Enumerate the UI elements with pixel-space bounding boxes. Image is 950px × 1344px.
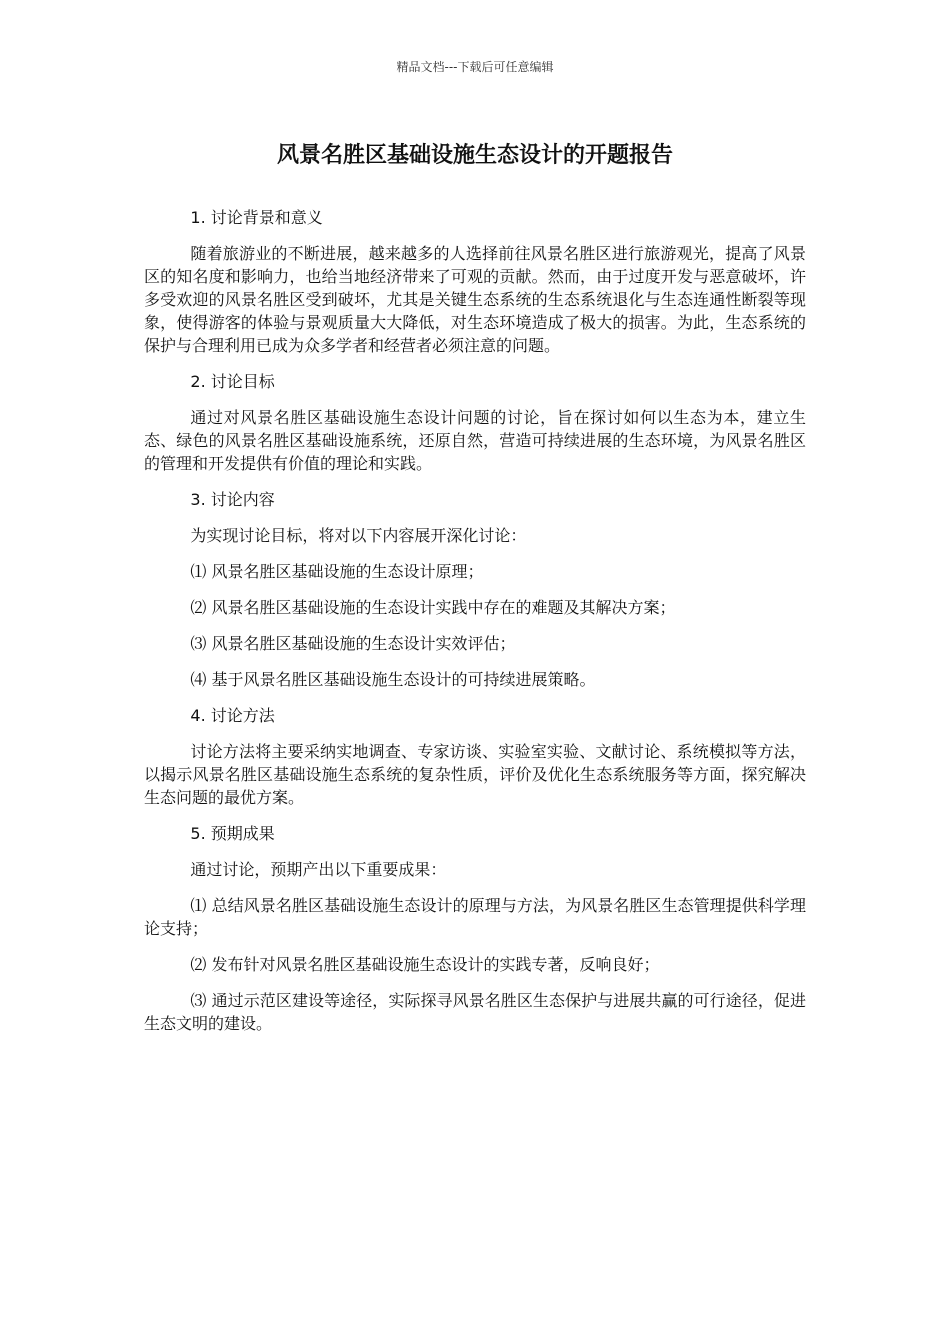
document-body (144, 206, 806, 1048)
paragraph-content-intro: 为实现讨论目标，将对以下内容展开深化讨论： (190, 526, 527, 545)
paragraph-results-intro: 通过讨论，预期产出以下重要成果： (190, 860, 447, 879)
paragraph-method: 讨论方法将主要采纳实地调查、专家访谈、实验室实验、文献讨论、系统模拟等方法，以揭示风景名胜区基础设施生态系统的复杂性质，评价及优化生态系统服务等方面，探究解决生态问题的最优方案。 (144, 742, 806, 807)
document-title: 风景名胜区基础设施生态设计的开题报告 (276, 143, 673, 168)
list-item: ⑴ 风景名胜区基础设施的生态设计原理； (190, 562, 484, 581)
section-heading-content: 3. 讨论内容 (190, 490, 275, 509)
paragraph-background: 随着旅游业的不断进展，越来越多的人选择前往风景名胜区进行旅游观光，提高了风景区的知名度和影响力，也给当地经济带来了可观的贡献。然而，由于过度开发与恶意破坏，许多受欢迎的风景名胜区受到破坏，尤其是关键生态系统的生态系统退化与生态连通性断裂等现象，使得游客的体验与景观质量大大降低，对生态环境造成了极大的损害。为此，生态系统的保护与合理利用已成为众多学者和经营者必须注意的问题。 (144, 244, 806, 355)
list-item: ⑵ 发布针对风景名胜区基础设施生态设计的实践专著，反响良好； (190, 955, 660, 974)
section-heading-background: 1. 讨论背景和意义 (190, 208, 323, 227)
section-heading-method: 4. 讨论方法 (190, 706, 275, 725)
list-item: ⑶ 风景名胜区基础设施的生态设计实效评估； (190, 634, 516, 653)
list-item: ⑵ 风景名胜区基础设施的生态设计实践中存在的难题及其解决方案； (190, 598, 676, 617)
list-item: ⑶ 通过示范区建设等途径，实际探寻风景名胜区生态保护与进展共赢的可行途径，促进生态文明的建设。 (144, 991, 806, 1033)
list-item: ⑷ 基于风景名胜区基础设施生态设计的可持续进展策略。 (190, 670, 596, 689)
paragraph-objective: 通过对风景名胜区基础设施生态设计问题的讨论，旨在探讨如何以生态为本，建立生态、绿色的风景名胜区基础设施系统，还原自然，营造可持续进展的生态环境，为风景名胜区的管理和开发提供有价值的理论和实践。 (144, 408, 806, 473)
page-header-note: 精品文档---下载后可任意编辑 (396, 60, 554, 74)
list-item: ⑴ 总结风景名胜区基础设施生态设计的原理与方法，为风景名胜区生态管理提供科学理论支持； (144, 896, 806, 938)
section-heading-results: 5. 预期成果 (190, 824, 275, 843)
section-heading-objective: 2. 讨论目标 (190, 372, 275, 391)
